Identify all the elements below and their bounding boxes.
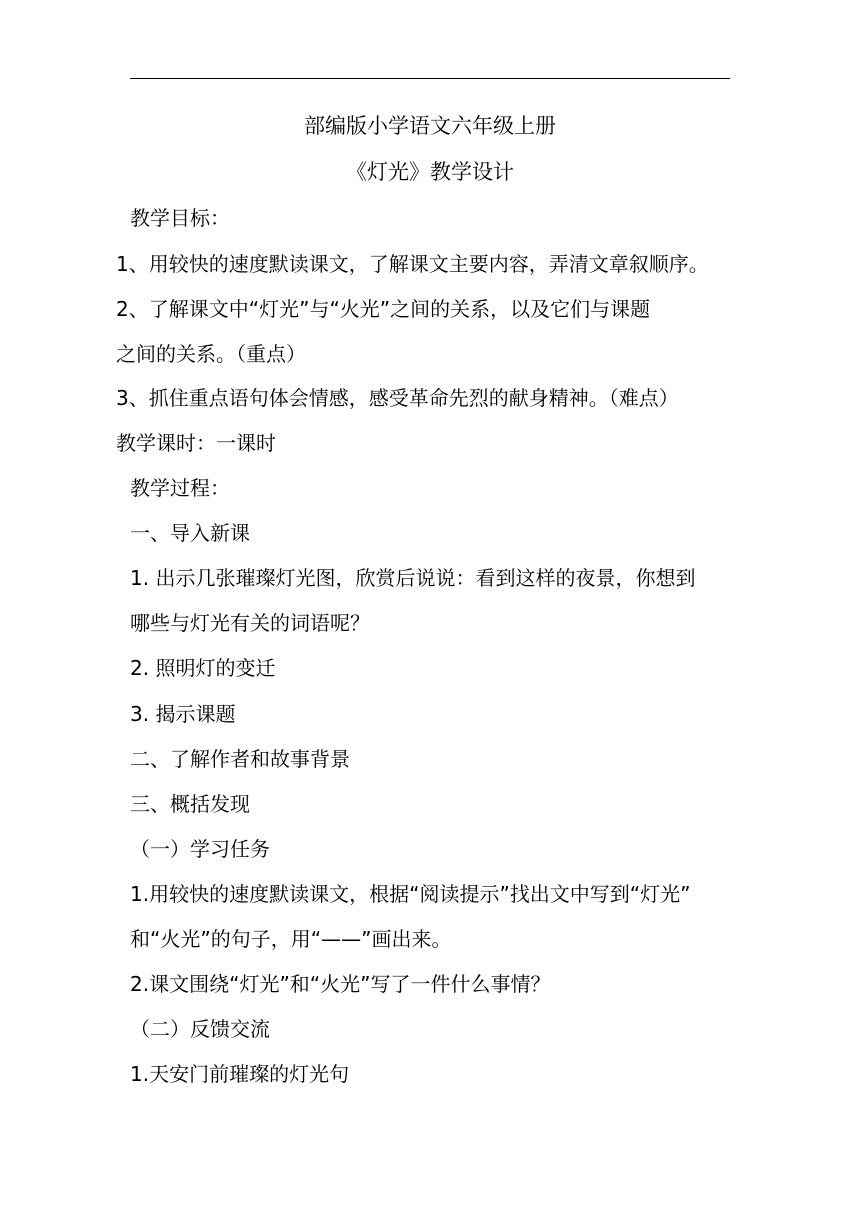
step-1-item-2: 2. 照明灯的变迁 [130,656,276,680]
task-item-1: 1.用较快的速度默读课文，根据“阅读提示”找出文中写到“灯光” [130,882,691,906]
objective-1: 1、用较快的速度默读课文，了解课文主要内容，弄清文章叙顺序。 [116,252,709,276]
step-1-item-1-cont: 哪些与灯光有关的词语呢？ [130,611,370,635]
objective-3: 3、抓住重点语句体会情感，感受革命先烈的献身精神。（难点） [116,386,679,410]
step-1-heading: 一、导入新课 [130,521,250,545]
document-title: 部编版小学语文六年级上册 [304,114,556,138]
subsection-task: （一）学习任务 [130,837,270,861]
step-1-item-3: 3. 揭示课题 [130,702,236,726]
lesson-duration: 教学课时：一课时 [116,431,276,455]
step-2-heading: 二、了解作者和故事背景 [130,747,350,771]
task-item-2: 2.课文围绕“灯光”和“火光”写了一件什么事情？ [130,972,551,996]
section-heading-process: 教学过程： [130,476,230,500]
section-heading-objectives: 教学目标： [130,206,230,230]
document-subtitle: 《灯光》教学设计 [346,160,514,184]
subsection-feedback: （二）反馈交流 [130,1017,270,1041]
objective-2: 2、了解课文中“灯光”与“火光”之间的关系，以及它们与课题 [116,297,651,321]
objective-2-cont: 之间的关系。（重点） [116,342,306,366]
step-3-heading: 三、概括发现 [130,792,250,816]
header-rule [130,78,730,79]
feedback-item-1: 1.天安门前璀璨的灯光句 [130,1062,350,1086]
step-1-item-1: 1. 出示几张璀璨灯光图，欣赏后说说：看到这样的夜景，你想到 [130,566,696,590]
task-item-1-cont: 和“火光”的句子，用“——”画出来。 [130,927,452,951]
